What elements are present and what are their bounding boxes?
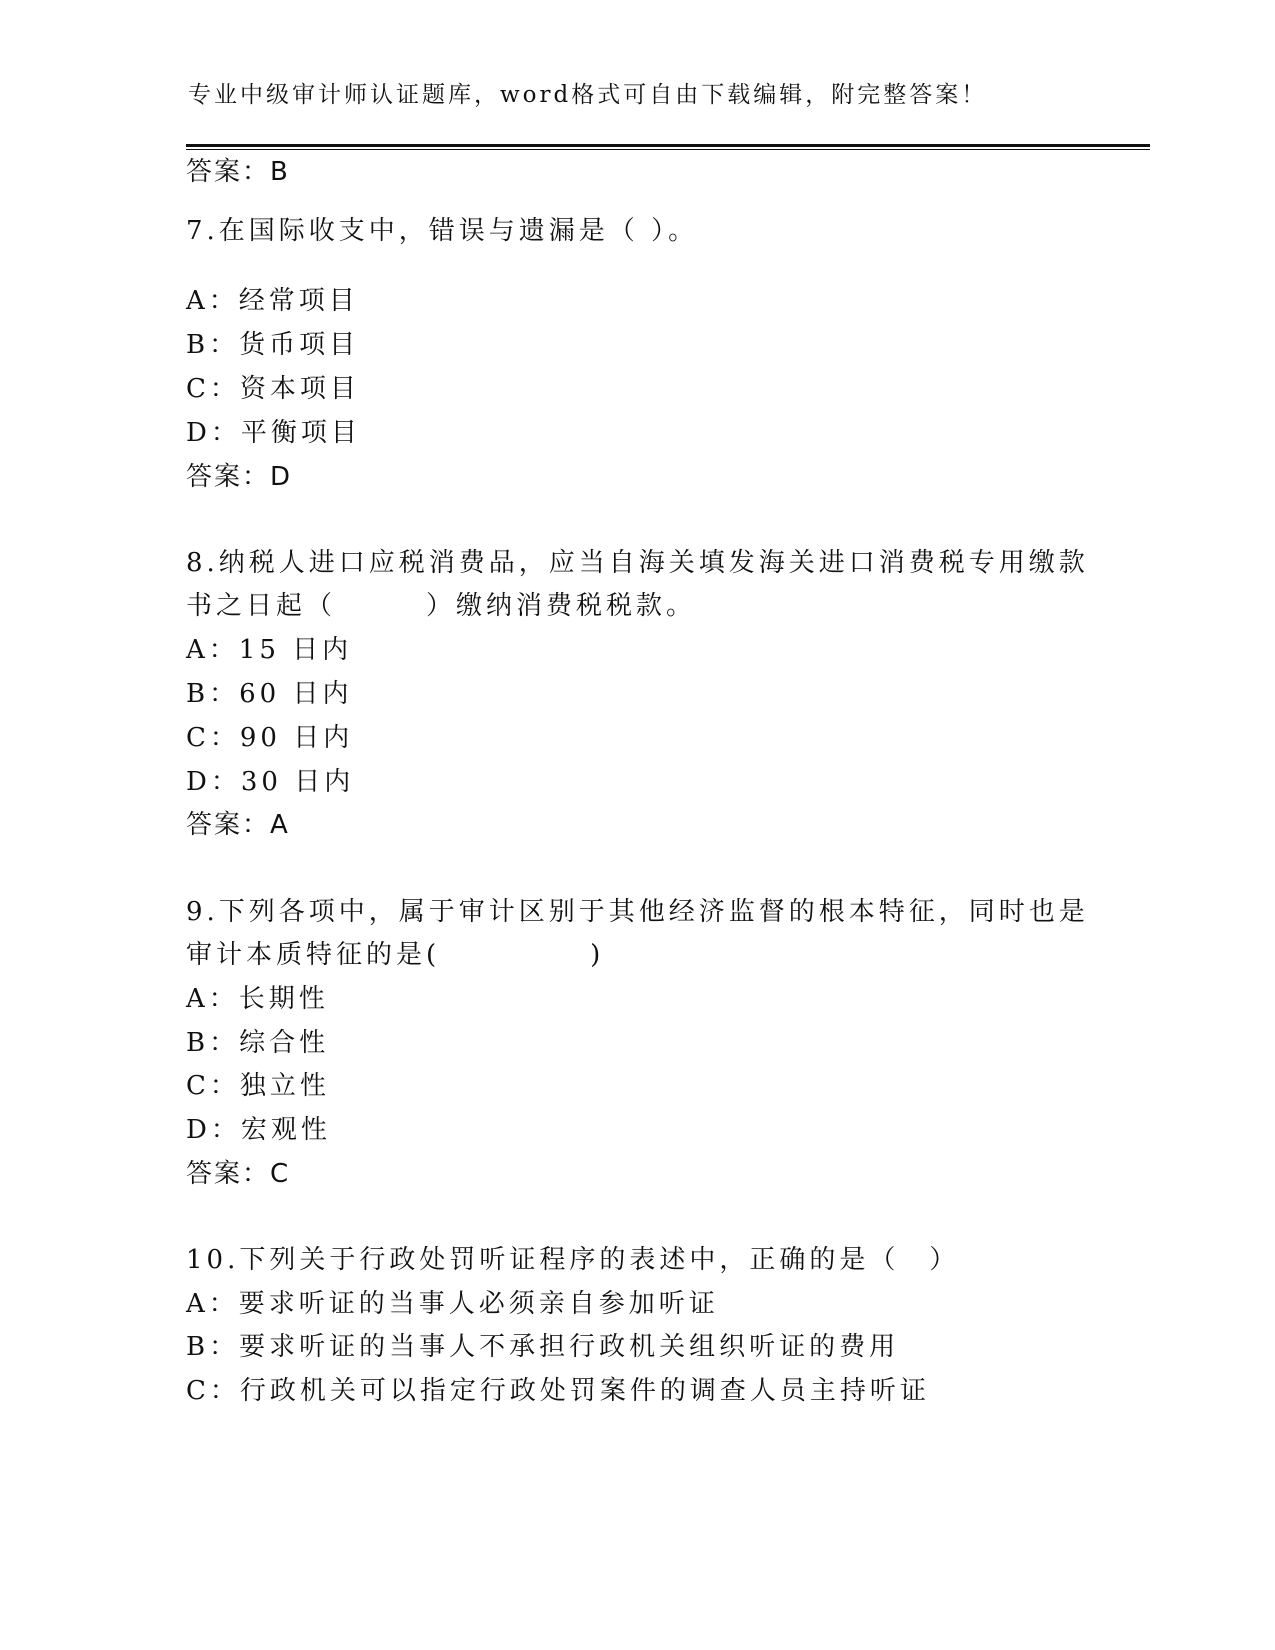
q10-option-c: C：行政机关可以指定行政处罚案件的调查人员主持听证 [186, 1376, 930, 1406]
q9-stem-line-2: 审计本质特征的是( ) [186, 940, 605, 970]
q9-stem-line-1: 9.下列各项中，属于审计区别于其他经济监督的根本特征，同时也是 [186, 897, 1089, 927]
page-header: 专业中级审计师认证题库，word格式可自由下载编辑，附完整答案！ [188, 82, 988, 108]
header-rule-thick [186, 144, 1150, 147]
answer-prev: 答案：B [186, 157, 290, 187]
q8-stem-line-1: 8.纳税人进口应税消费品，应当自海关填发海关进口消费税专用缴款 [186, 548, 1089, 578]
q8-option-b: B：60 日内 [186, 679, 353, 709]
q7-stem-line-1: 7.在国际收支中，错误与遗漏是（ ）。 [186, 216, 699, 246]
q10-stem-line-1: 10.下列关于行政处罚听证程序的表述中，正确的是（ ） [186, 1245, 960, 1275]
q9-option-b: B：综合性 [186, 1028, 330, 1058]
q9-option-d: D：宏观性 [186, 1115, 331, 1145]
q7-option-d: D：平衡项目 [186, 418, 361, 448]
q7-option-c: C：资本项目 [186, 374, 360, 404]
q8-option-d: D：30 日内 [186, 767, 355, 797]
q7-option-b: B：货币项目 [186, 330, 360, 360]
q10-option-b: B：要求听证的当事人不承担行政机关组织听证的费用 [186, 1332, 900, 1362]
q7-answer: 答案：D [186, 462, 293, 492]
header-rule-thin [186, 149, 1150, 150]
q8-stem-line-2: 书之日起（ ）缴纳消费税税款。 [186, 591, 697, 621]
q10-option-a: A：要求听证的当事人必须亲自参加听证 [186, 1289, 719, 1319]
q7-option-a: A：经常项目 [186, 286, 359, 316]
q9-option-a: A：长期性 [186, 984, 329, 1014]
q9-answer: 答案：C [186, 1159, 291, 1189]
q8-answer: 答案：A [186, 810, 290, 840]
q8-option-a: A：15 日内 [186, 635, 353, 665]
q8-option-c: C：90 日内 [186, 723, 354, 753]
q9-option-c: C：独立性 [186, 1071, 330, 1101]
